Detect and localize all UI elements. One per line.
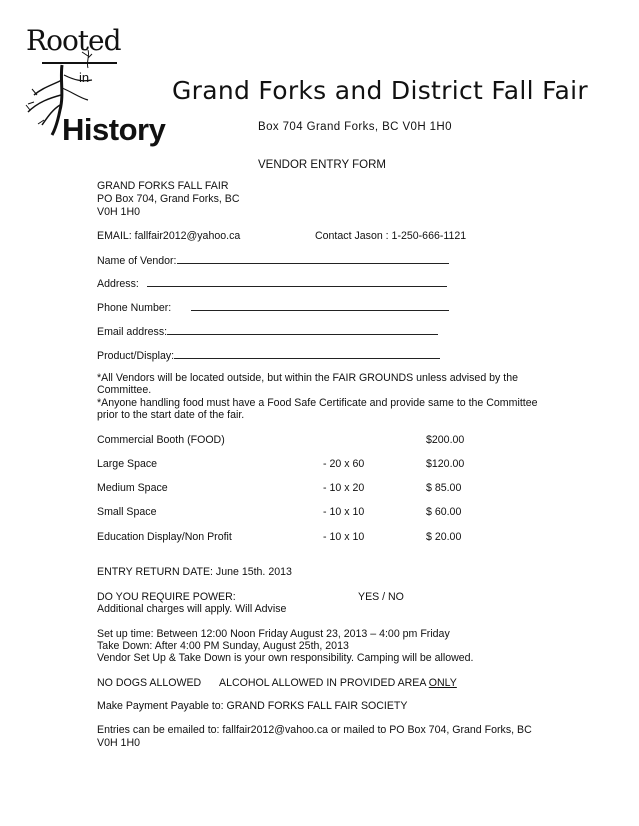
price-item-name: Small Space bbox=[97, 506, 157, 518]
price-item-size: - 20 x 60 bbox=[323, 458, 365, 470]
note-outside: *All Vendors will be located outside, but within the FAIR GROUNDS unless advised by the Committee. bbox=[97, 372, 519, 397]
price-item-price: $ 60.00 bbox=[426, 506, 462, 518]
logo-in-text: in bbox=[79, 70, 90, 85]
address-field[interactable] bbox=[97, 275, 447, 290]
vendor-name-field[interactable] bbox=[97, 252, 449, 267]
submission-info: Entries can be emailed to: fallfair2012@vahoo.ca or mailed to PO Box 704, Grand Forks, BC bbox=[97, 724, 532, 736]
contact-phone: Contact Jason : 1-250-666-1121 bbox=[315, 230, 467, 242]
price-item-size: - 10 x 10 bbox=[323, 506, 365, 518]
price-item-name: Large Space bbox=[97, 458, 158, 470]
phone-line[interactable] bbox=[191, 299, 449, 311]
submission-postal: V0H 1H0 bbox=[97, 737, 140, 749]
email-field[interactable] bbox=[97, 323, 438, 338]
price-item-price: $120.00 bbox=[426, 458, 465, 470]
price-item-size: - 10 x 10 bbox=[323, 531, 365, 543]
price-item-name: Commercial Booth (FOOD) bbox=[97, 434, 225, 446]
alcohol-rule-text: ALCOHOL ALLOWED IN PROVIDED AREA bbox=[219, 677, 429, 689]
email-line[interactable] bbox=[167, 323, 438, 335]
price-item-price: $ 85.00 bbox=[426, 482, 462, 494]
address-line[interactable] bbox=[147, 275, 447, 287]
no-dogs-rule: NO DOGS ALLOWED bbox=[97, 677, 202, 689]
address-label: Address: bbox=[97, 278, 139, 290]
power-question: DO YOU REQUIRE POWER: bbox=[97, 591, 236, 603]
product-field[interactable] bbox=[97, 347, 440, 362]
power-yes-no[interactable]: YES / NO bbox=[358, 591, 404, 603]
org-name: GRAND FORKS FALL FAIR bbox=[97, 180, 229, 192]
alcohol-rule bbox=[219, 677, 457, 689]
setup-time: Set up time: Between 12:00 Noon Friday August 23, 2013 – 4:00 pm Friday bbox=[97, 628, 450, 640]
phone-field[interactable] bbox=[97, 299, 449, 314]
org-postal: V0H 1H0 bbox=[97, 206, 140, 218]
contact-email: EMAIL: fallfair2012@yahoo.ca bbox=[97, 230, 241, 242]
product-line[interactable] bbox=[174, 347, 440, 359]
price-item-price: $ 20.00 bbox=[426, 531, 462, 543]
logo-rooted-text: Rooted bbox=[26, 24, 121, 57]
vendor-name-line[interactable] bbox=[177, 252, 449, 264]
org-street: PO Box 704, Grand Forks, BC bbox=[97, 193, 240, 205]
email-label: Email address: bbox=[97, 326, 168, 338]
fair-address: Box 704 Grand Forks, BC V0H 1H0 bbox=[258, 121, 452, 133]
price-item-name: Medium Space bbox=[97, 482, 168, 494]
takedown-time: Take Down: After 4:00 PM Sunday, August 25th, 2013 bbox=[97, 640, 349, 652]
product-label: Product/Display: bbox=[97, 350, 175, 362]
note-food-safe: *Anyone handling food must have a Food Safe Certificate and provide same to the Committee prior to the start date of the fair. bbox=[97, 397, 538, 422]
vendor-name-label: Name of Vendor: bbox=[97, 255, 177, 267]
power-note: Additional charges will apply. Will Advise bbox=[97, 603, 287, 615]
fair-title: Grand Forks and District Fall Fair bbox=[172, 76, 588, 105]
responsibility-note: Vendor Set Up & Take Down is your own responsibility. Camping will be allowed. bbox=[97, 652, 474, 664]
payment-payable: Make Payment Payable to: GRAND FORKS FALL FAIR SOCIETY bbox=[97, 700, 408, 712]
alcohol-only-text: ONLY bbox=[428, 677, 457, 689]
phone-label: Phone Number: bbox=[97, 302, 172, 314]
price-item-name: Education Display/Non Profit bbox=[97, 531, 232, 543]
price-item-price: $200.00 bbox=[426, 434, 465, 446]
logo-history-text: History bbox=[62, 112, 166, 147]
form-title: VENDOR ENTRY FORM bbox=[258, 159, 387, 171]
entry-return-date: ENTRY RETURN DATE: June 15th. 2013 bbox=[97, 566, 292, 578]
price-item-size: - 10 x 20 bbox=[323, 482, 365, 494]
